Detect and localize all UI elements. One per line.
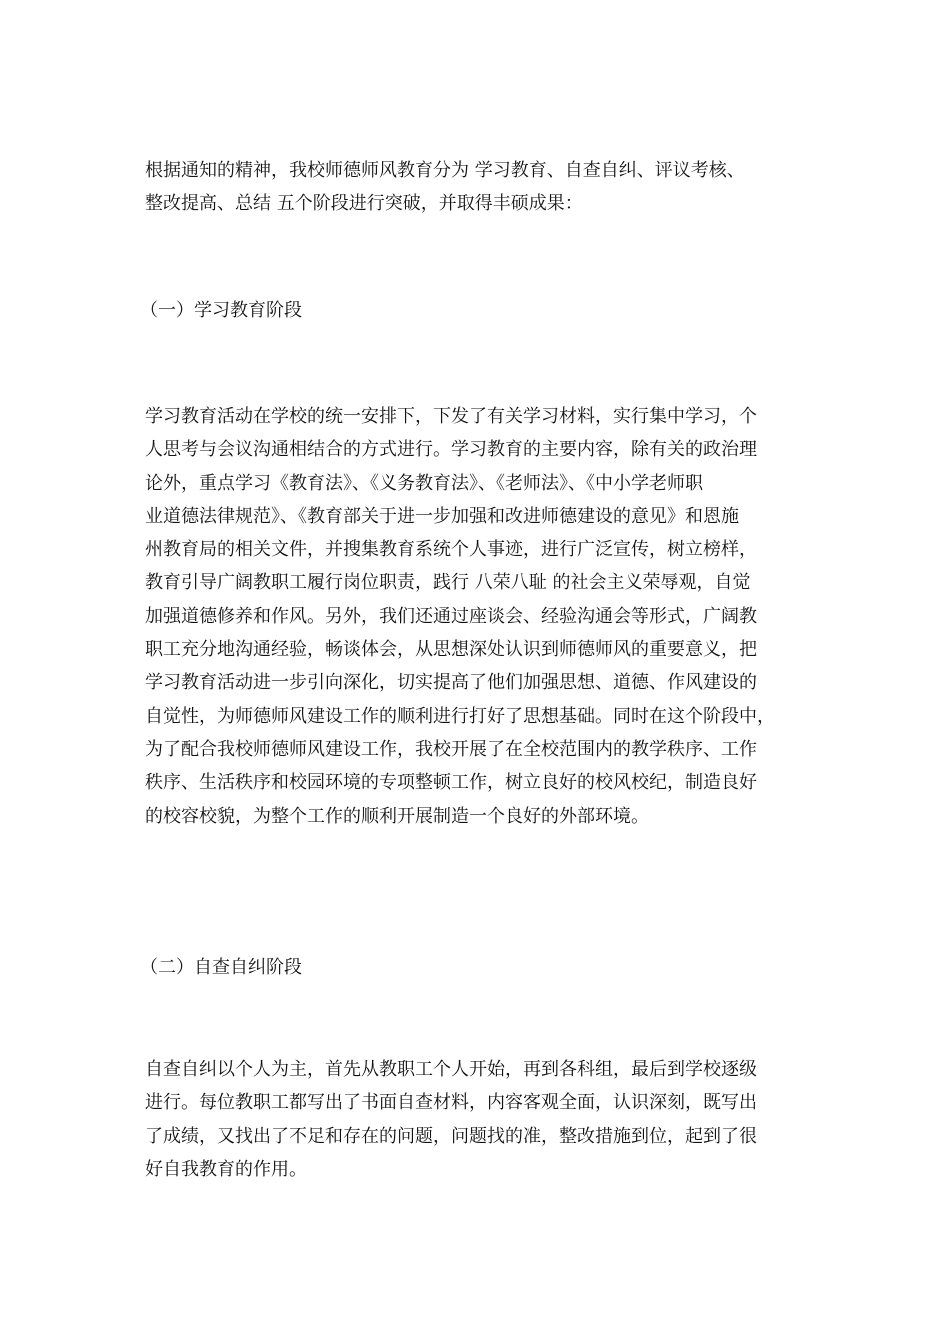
intro-paragraph xyxy=(145,154,810,221)
text-line: 的校容校貌，为整个工作的顺利开展制造一个良好的外部环境。 xyxy=(145,805,649,827)
section-self-check-paragraph xyxy=(145,1053,810,1186)
section-heading-self-check: （二）自查自纠阶段 xyxy=(140,957,302,978)
text-line: 人思考与会议沟通相结合的方式进行。学习教育的主要内容，除有关的政治理 xyxy=(145,439,757,461)
text-line: 学习教育活动在学校的统一安排下，下发了有关学习材料，实行集中学习，个 xyxy=(145,406,757,427)
text-line: 业道德法律规范》、《教育部关于进一步加强和改进师德建设的意见》和恩施 xyxy=(145,505,739,527)
text-line: 学习教育活动进一步引向深化，切实提高了他们加强思想、道德、作风建设的 xyxy=(145,672,757,694)
text-line: 为了配合我校师德师风建设工作，我校开展了在全校范围内的教学秩序、工作 xyxy=(145,738,757,760)
text-line: 职工充分地沟通经验，畅谈体会，从思想深处认识到师德师风的重要意义，把 xyxy=(145,639,757,661)
text-line: 州教育局的相关文件，并搜集教育系统个人事迹，进行广泛宣传，树立榜样， xyxy=(145,539,757,561)
text-line: 论外，重点学习《教育法》、《义务教育法》、《老师法》、《中小学老师职 xyxy=(145,472,703,494)
section-study-paragraph xyxy=(145,400,810,833)
text-line: 教育引导广阔教职工履行岗位职责，践行 八荣八耻 的社会主义荣辱观，自觉 xyxy=(145,572,751,594)
text-line: 了成绩，又找出了不足和存在的问题，问题找的准，整改措施到位，起到了很 xyxy=(145,1125,757,1147)
text-line: 秩序、生活秩序和校园环境的专项整顿工作，树立良好的校风校纪，制造良好 xyxy=(145,772,757,794)
text-line: 整改提高、总结 五个阶段进行突破，并取得丰硕成果： xyxy=(145,193,583,215)
text-line: 自查自纠以个人为主，首先从教职工个人开始，再到各科组，最后到学校逐级 xyxy=(145,1059,757,1080)
text-line: 好自我教育的作用。 xyxy=(145,1158,307,1180)
text-line: 进行。每位教职工都写出了书面自查材料，内容客观全面，认识深刻，既写出 xyxy=(145,1092,757,1114)
section-heading-study: （一）学习教育阶段 xyxy=(140,300,302,321)
text-line: 根据通知的精神，我校师德师风教育分为 学习教育、自查自纠、评议考核、 xyxy=(145,160,745,181)
text-line: 加强道德修养和作风。另外，我们还通过座谈会、经验沟通会等形式，广阔教 xyxy=(145,605,757,627)
text-line: 自觉性，为师德师风建设工作的顺利进行打好了思想基础。同时在这个阶段中， xyxy=(145,705,775,727)
